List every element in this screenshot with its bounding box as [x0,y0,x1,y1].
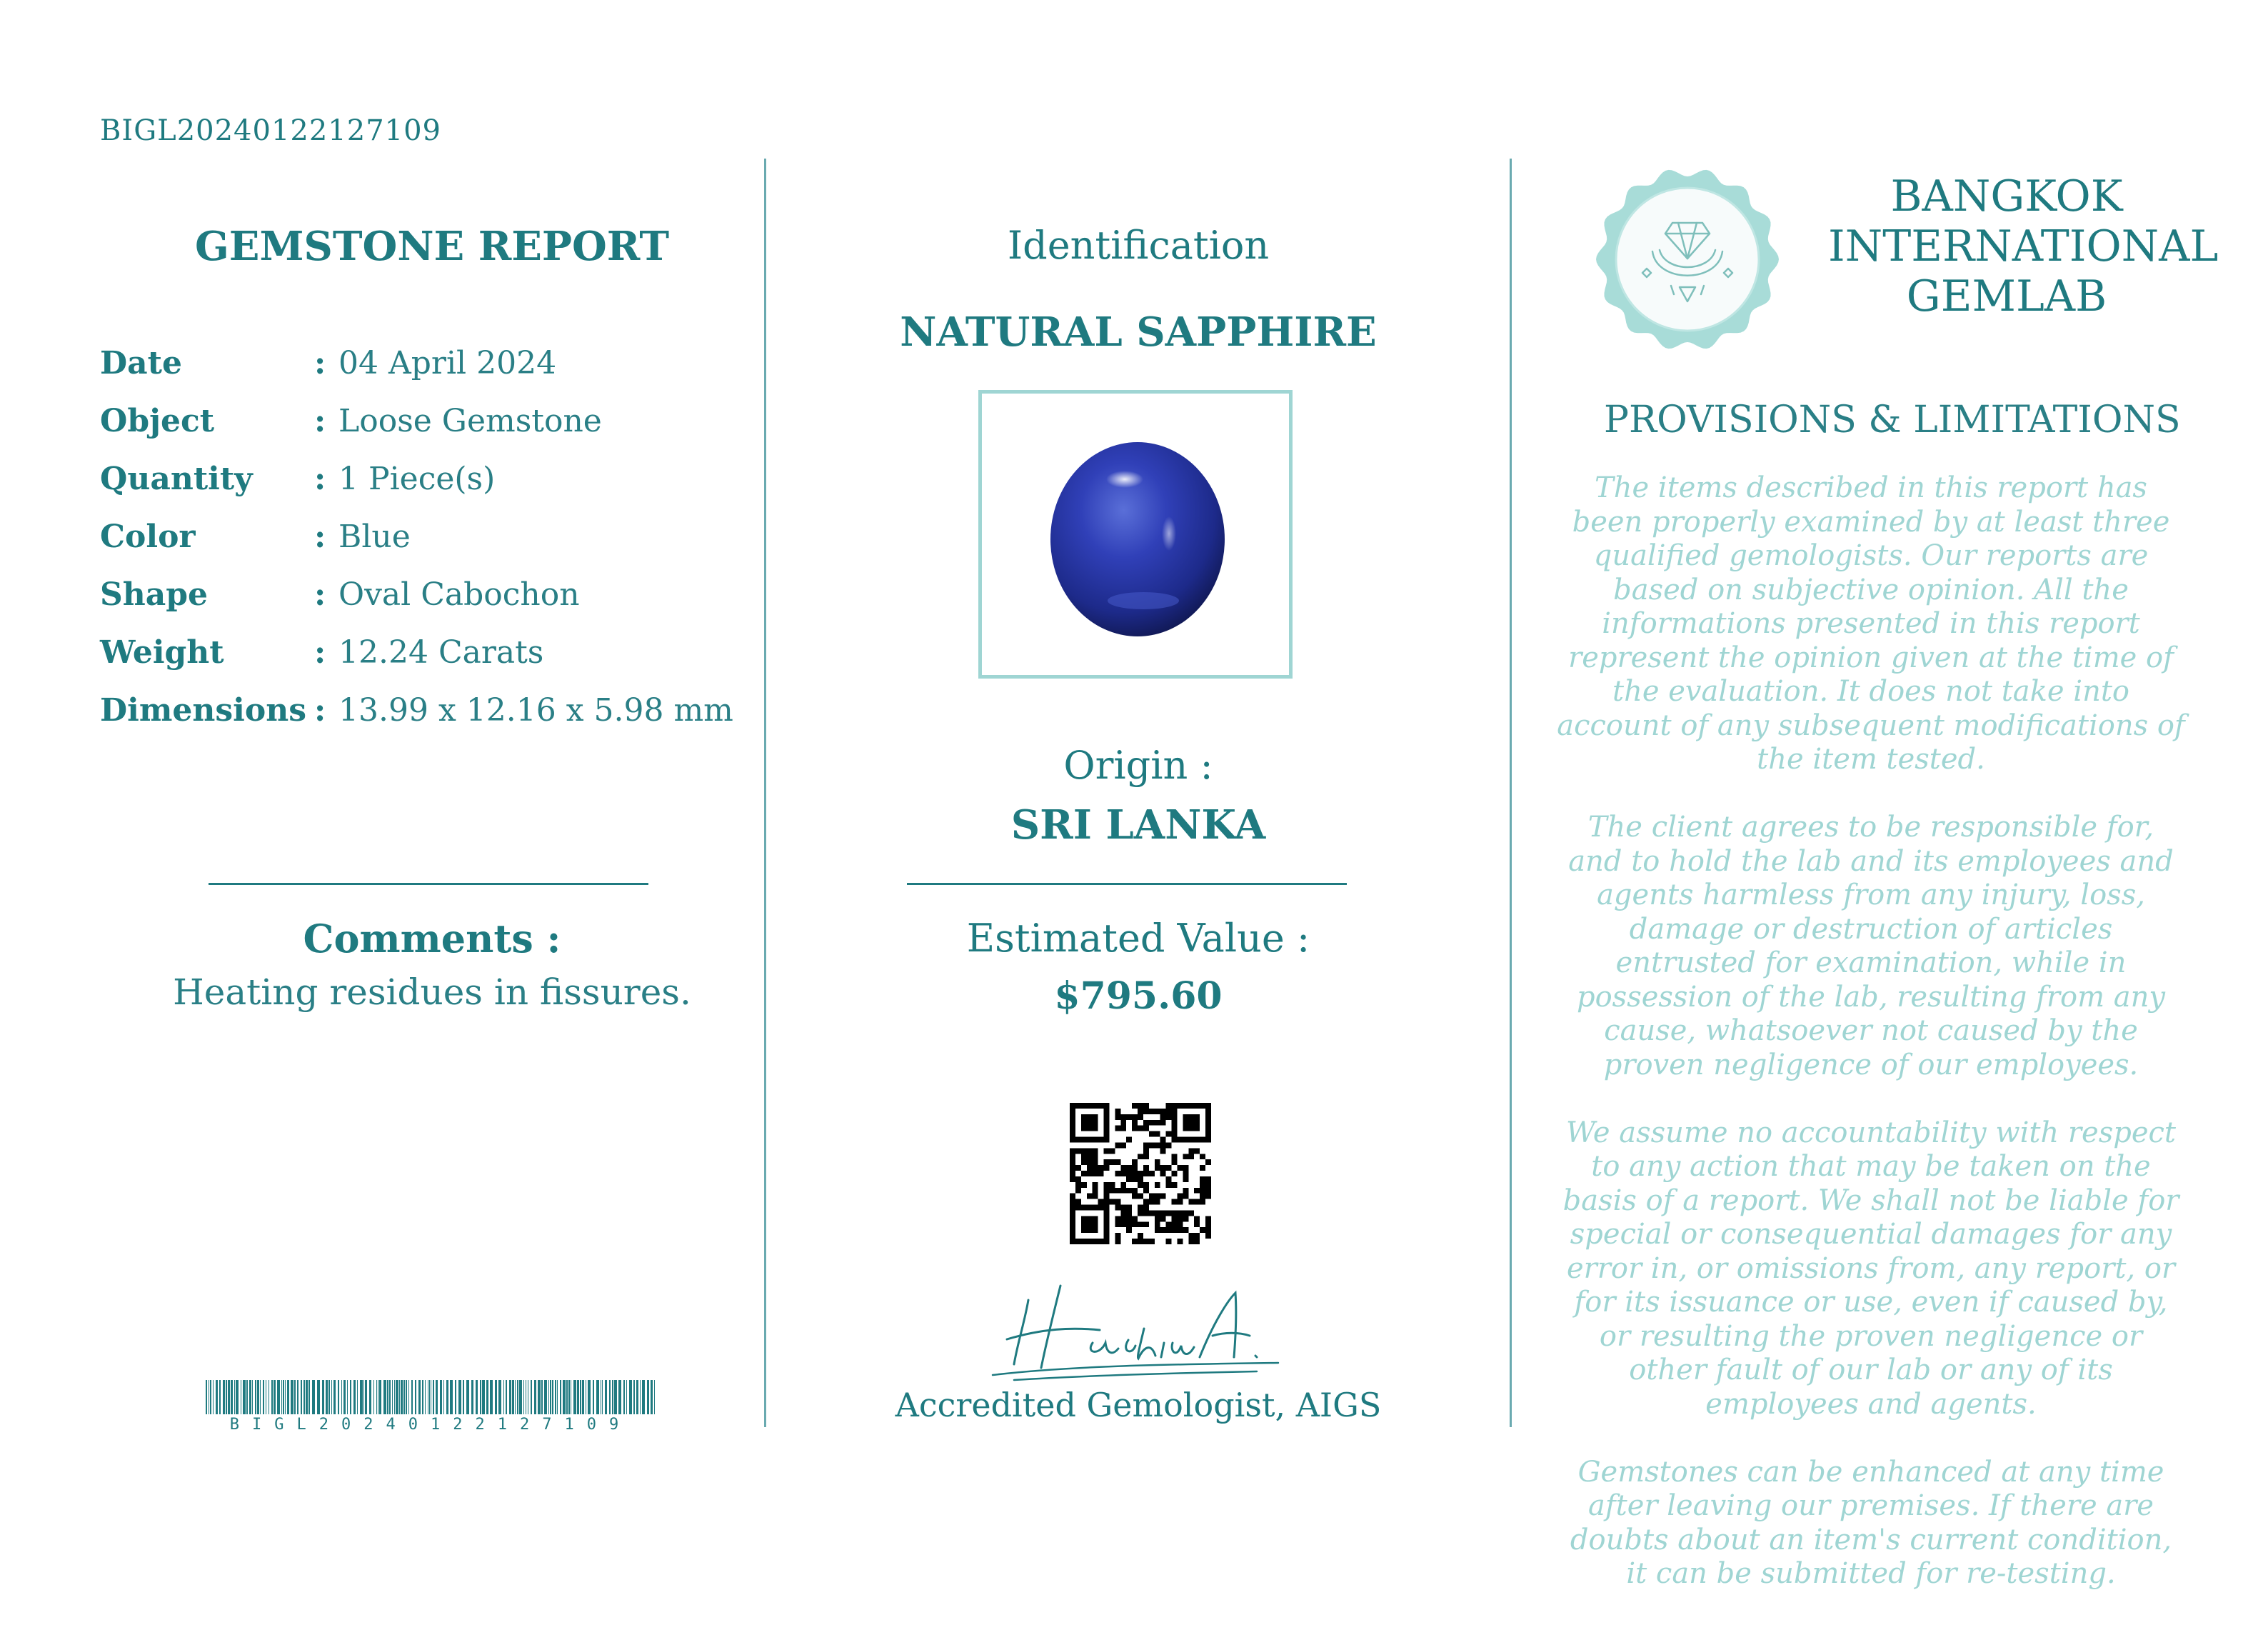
barcode [206,1380,656,1414]
detail-colon: : [314,576,326,613]
detail-row-date [100,341,556,384]
detail-row-weight [100,631,543,674]
provisions-paragraph: The items described in this report has been properly examined by at least three qualified gemologists. Our reports are based on subjective opinion. All the informations presented in this report represent the opinion given at the time of the evaluation. It does not take into account of any subsequent modifications of the item tested. [1557,471,2185,776]
comments-rule [209,883,648,885]
detail-colon: : [314,460,326,497]
detail-value: 12.24 Carats [338,634,544,671]
barcode-text: BIGL20240122127109 [229,1416,632,1434]
lab-name-line2: INTERNATIONAL [1828,221,2219,271]
detail-value: Loose Gemstone [338,402,602,439]
detail-colon: : [314,691,326,729]
detail-value: 1 Piece(s) [338,460,496,497]
gemologist-title: Accredited Gemologist, AIGS [895,1386,1382,1424]
lab-name [1828,171,2219,321]
detail-label: Weight [100,634,224,671]
estimated-value-label: Estimated Value : [966,916,1310,961]
detail-label: Shape [100,576,209,613]
comments-title: Comments : [303,916,561,961]
detail-label: Date [100,344,182,381]
provisions-paragraph: We assume no accountability with respect to any action that may be taken on the basis of a report. We shall not be liable for special or consequential damages for any error in, or omissions from, any report, or for its issuance or use, even if caused by, or resulting the proven negligence or other fault of our lab or any of its employees and agents. [1562,1116,2179,1421]
origin-value: SRI LANKA [1010,801,1266,849]
detail-colon: : [314,634,326,671]
detail-value: Blue [338,518,411,555]
detail-row-color [100,515,411,558]
origin-label: Origin : [1063,743,1213,788]
detail-row-shape [100,573,580,616]
value-rule [907,883,1347,885]
detail-value: 04 April 2024 [338,344,557,381]
detail-row-dimensions [100,689,733,731]
detail-label: Object [100,402,215,439]
provisions-paragraph: Gemstones can be enhanced at any time after leaving our premises. If there are doubts about an item's current condition, it can be submitted for re-testing. [1570,1455,2172,1590]
signature [985,1271,1285,1386]
lab-name-line1: BANGKOK [1890,171,2123,221]
detail-value: Oval Cabochon [338,576,580,613]
detail-colon: : [314,402,326,439]
detail-row-object [100,399,602,442]
provisions-text [1557,471,2185,1625]
gemstone-photo-frame [978,390,1293,679]
detail-value: 13.99 x 12.16 x 5.98 mm [338,691,733,729]
detail-colon: : [314,344,326,381]
report-title: GEMSTONE REPORT [194,223,670,270]
detail-label: Color [100,518,196,555]
stone-name: NATURAL SAPPHIRE [900,309,1377,356]
lab-name-line3: GEMLAB [1906,271,2107,321]
detail-label: Quantity [100,460,253,497]
detail-colon: : [314,518,326,555]
report-id: BIGL20240122127109 [100,114,441,147]
identification-label: Identification [1007,223,1270,268]
provisions-title: PROVISIONS & LIMITATIONS [1604,399,2181,441]
provisions-paragraph: The client agrees to be responsible for, and to hold the lab and its employees and agents harmless from any injury, loss, damage or destruction of articles entrusted for examination, while in possession of the lab, resulting from any cause, whatsoever not caused by the proven negligence of our employees. [1568,811,2174,1081]
detail-label: Dimensions [100,691,307,729]
detail-row-quantity [100,457,495,500]
qr-code [1070,1103,1211,1244]
gemstone-image [982,394,1289,675]
estimated-value: $795.60 [1054,974,1223,1018]
comments-text: Heating residues in fissures. [173,971,691,1013]
lab-seal-logo [1594,166,1781,353]
